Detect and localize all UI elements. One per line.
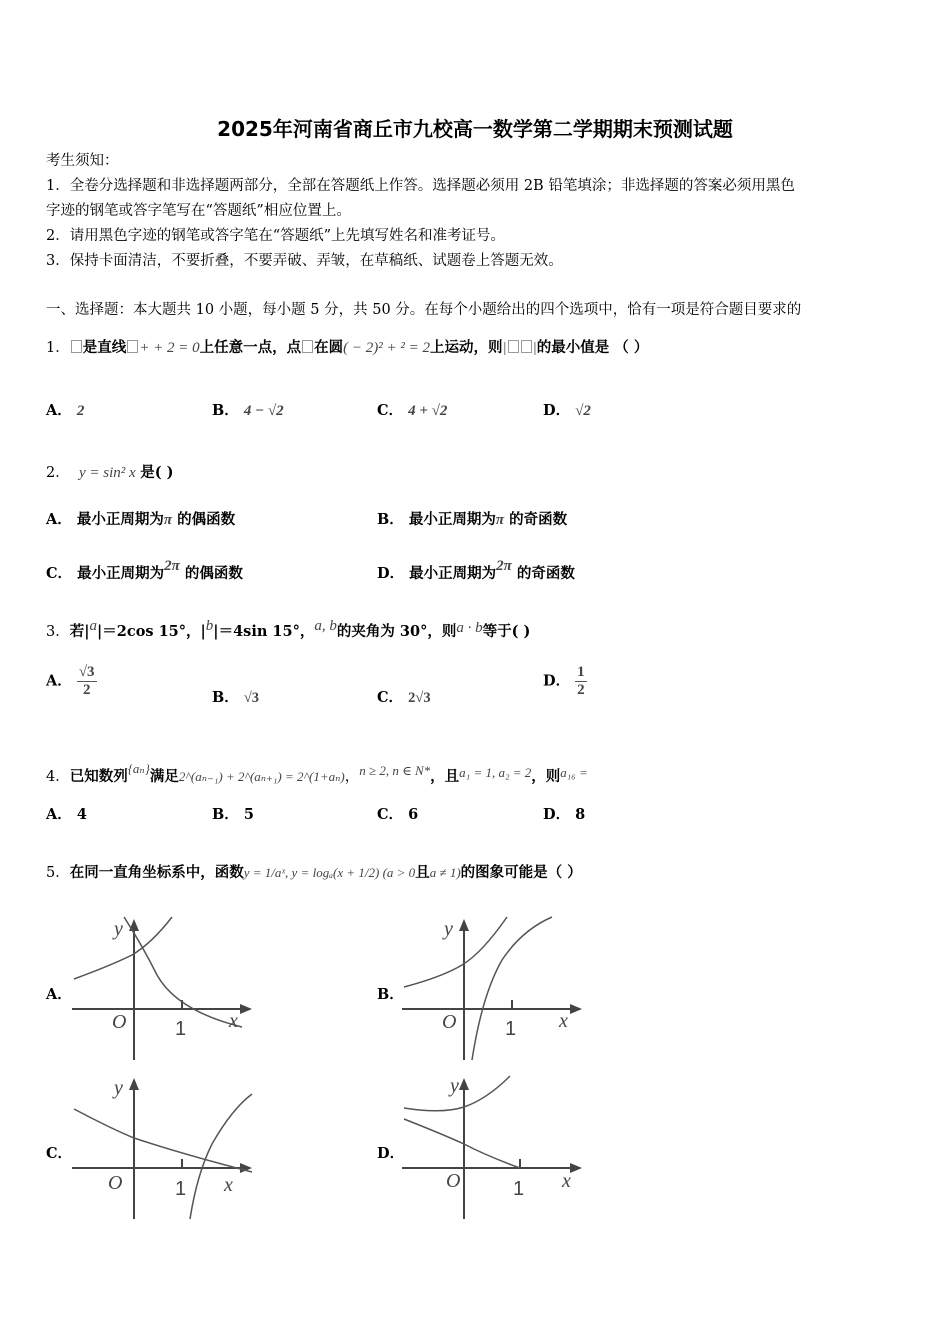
page-title: 2025年河南省商丘市九校高一数学第二学期期末预测试题 (217, 117, 733, 141)
axis-x-label: x (562, 1170, 571, 1192)
notice-item-2: 2．请用黑色字迹的钢笔或答字笔在“答题纸”上先填写姓名和准考证号。 (46, 228, 506, 244)
q1-option-a: A． 2 (46, 402, 85, 419)
origin-label: O (112, 1011, 127, 1033)
graph-b (402, 915, 592, 1065)
axis-x-label: x (559, 1010, 568, 1032)
q3-option-d: D． $\frac{1}{2}$ (543, 664, 585, 698)
question-5: 5．在同一直角坐标系中，函数y = 1/aˣ, y = logₐ(x + 1/2) (a > 0且a ≠ 1)的图象可能是（ ） (46, 864, 582, 881)
question-3: 3．若|a|＝2cos 15°，|b|＝4sin 15°，a, b的夹角为 30°，则a · b等于( ) (46, 618, 531, 640)
q2-option-b: B． 最小正周期为π 的奇函数 (377, 511, 568, 528)
function-expression: y = sin² x (78, 465, 136, 481)
q1-option-c: C． 4 + √2 (377, 402, 448, 419)
axis-x-label: x (229, 1010, 238, 1032)
section-heading: 一、选择题：本大题共 10 小题，每小题 5 分，共 50 分。在每个小题给出的四个选项中，恰有一项是符合题目要求的 (46, 302, 802, 318)
tick-label: 1 (505, 1018, 517, 1040)
function-pair: y = 1/aˣ, y = logₐ(x + 1/2) (a > 0 (243, 865, 416, 880)
question-4: 4．已知数列{aₙ}满足2^(aₙ₋₁) + 2^(aₙ₊₁) = 2^(1+aₙ)，n ≥ 2, n ∈ N*，且a₁ = 1, a₂ = 2，则a₁₆ = (46, 761, 588, 785)
graph-a (72, 915, 262, 1065)
q3-option-c: C． 2√3 (377, 689, 431, 706)
origin-label: O (442, 1011, 457, 1033)
q2-option-a: A． 最小正周期为π 的偶函数 (46, 511, 236, 528)
q5-option-a-label: A． (46, 986, 72, 1003)
question-2: 2． y = sin² x 是( ) (46, 464, 174, 481)
tick-label: 1 (513, 1178, 525, 1200)
line-equation: + + 2 = 0 (139, 340, 200, 356)
q4-option-d: D． 8 (543, 806, 586, 823)
placeholder-glyph (71, 340, 82, 353)
tick-label: 1 (175, 1178, 187, 1200)
q2-option-d: D． 最小正周期为2π 的奇函数 (377, 558, 575, 582)
axis-y-label: y (444, 918, 453, 940)
q3-option-a: A． $\frac{√3}{2}$ (46, 664, 95, 698)
question-number: 1． (46, 340, 70, 356)
tick-label: 1 (175, 1018, 187, 1040)
origin-label: O (108, 1172, 123, 1194)
q2-option-c: C． 最小正周期为2π 的偶函数 (46, 558, 243, 582)
q5-option-c-label: C． (46, 1145, 73, 1162)
notice-item-1-line-1: 1．全卷分选择题和非选择题两部分，全部在答题纸上作答。选择题必须用 2B 铅笔填涂；非选择题的答案必须用黑色 (46, 178, 795, 194)
axis-y-label: y (450, 1075, 459, 1097)
axis-x-label: x (224, 1174, 233, 1196)
placeholder-glyph (127, 340, 138, 353)
graph-c (72, 1074, 262, 1224)
axis-y-label: y (114, 1077, 123, 1099)
notice-heading: 考生须知： (46, 153, 119, 169)
graph-d (402, 1074, 592, 1224)
q1-option-b: B． 4 − √2 (212, 402, 284, 419)
q5-option-d-label: D． (377, 1145, 405, 1162)
notice-item-1-line-2: 字迹的钢笔或答字笔写在“答题纸”相应位置上。 (46, 203, 351, 219)
q4-option-b: B． 5 (212, 806, 254, 823)
placeholder-glyph (302, 340, 313, 353)
question-1: 1． 是直线 + + 2 = 0上任意一点，点 在圆( − 2)² + ² = 2上运动，则| |的最小值是 （ ） (46, 339, 649, 356)
q3-option-b: B． √3 (212, 689, 260, 706)
q1-option-d: D． √2 (543, 402, 591, 419)
q4-option-c: C． 6 (377, 806, 419, 823)
axis-y-label: y (114, 918, 123, 940)
q5-option-b-label: B． (377, 986, 404, 1003)
q4-option-a: A． 4 (46, 806, 87, 823)
notice-item-3: 3．保持卡面清洁，不要折叠，不要弄破、弄皱，在草稿纸、试题卷上答题无效。 (46, 253, 563, 269)
origin-label: O (446, 1170, 461, 1192)
circle-equation: ( − 2)² + ² = 2 (343, 340, 430, 356)
